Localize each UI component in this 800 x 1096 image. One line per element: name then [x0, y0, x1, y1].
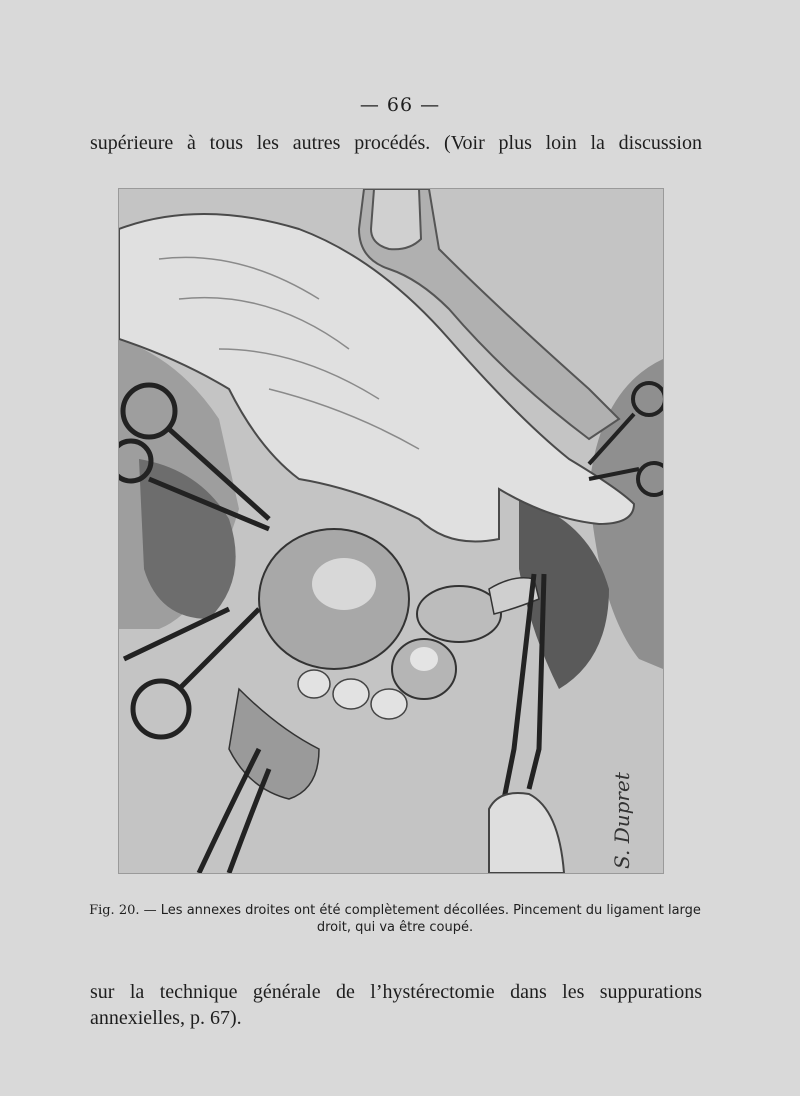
body-text-bottom: [90, 979, 702, 1031]
caption-label: Fig. 20. —: [89, 903, 157, 918]
figure-caption: [88, 902, 702, 936]
artist-signature: S. Dupret: [610, 772, 634, 869]
surgical-illustration: [118, 188, 664, 874]
caption-text: Les annexes droites ont été complètement décollées. Pincement du ligament large droit, qui va être coupé.: [160, 903, 701, 935]
page-number: — 66 —: [359, 94, 441, 116]
body-text-bottom-line1: sur la technique générale de l’hystérectomie dans les suppurations: [90, 981, 702, 1003]
body-text-bottom-line2: annexielles, p. 67).: [90, 1007, 242, 1029]
body-text-top: supérieure à tous les autres procédés. (Voir plus loin la discussion: [90, 132, 702, 154]
